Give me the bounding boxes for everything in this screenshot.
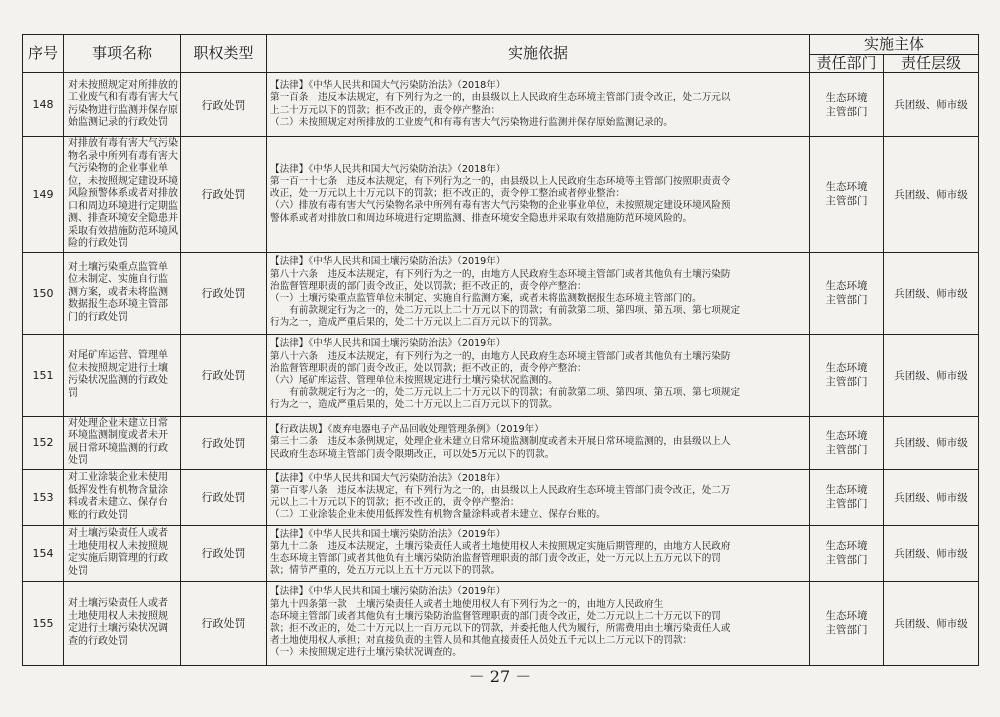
table-row <box>23 334 979 416</box>
responsible-dept <box>810 416 884 469</box>
legal-basis-line: 改正，处一万元以上十万元以下的罚款；拒不改正的，责令停工整治或者停业整治： <box>270 188 625 200</box>
legal-basis-line: （二）工业涂装企业未使用低挥发性有机物含量涂料或者未建立、保存台账的。 <box>270 509 606 521</box>
item-name <box>64 334 181 416</box>
legal-basis <box>267 469 810 525</box>
header-type: 职权类型 <box>181 35 267 73</box>
item-name-line: 口和周边环境进行定期监 <box>68 200 178 212</box>
header-name: 事项名称 <box>64 35 181 73</box>
responsible-dept-line: 主管部门 <box>825 105 868 118</box>
item-name-line: 对排放有毒有害大气污染 <box>68 138 178 149</box>
responsible-dept-line: 生态环境 <box>825 181 868 194</box>
legal-basis-line: 行为之一，造成严重后果的，处二十万元以上二百万元以下的罚款。 <box>270 399 558 411</box>
responsible-level: 兵团级、师市级 <box>884 416 979 469</box>
table-row <box>23 469 979 525</box>
row-number: 149 <box>23 137 64 253</box>
item-name <box>64 137 181 253</box>
item-name-line: 料或者未建立、保存台 <box>68 497 168 508</box>
responsible-dept-line: 主管部门 <box>825 195 868 208</box>
table-row <box>23 416 979 469</box>
item-name <box>64 416 181 469</box>
legal-basis <box>267 525 810 581</box>
item-name-line: 低挥发性有机物含量涂 <box>68 484 168 496</box>
legal-basis-line: （一）土壤污染重点监管单位未制定、实施自行监测方案，或者未将监测数据报生态环境主管部门的。 <box>270 293 702 304</box>
item-name-line: 账的行政处罚 <box>68 509 128 521</box>
item-name-line: 展日常环境监测的行政 <box>68 442 168 454</box>
legal-basis <box>267 416 810 469</box>
legal-basis-line: （六）排放有毒有害大气污染物名录中所列有毒有害大气污染物的企业事业单位，未按照规定建设环境风险预 <box>270 200 731 212</box>
item-name-line: 气污染物的企业事业单 <box>68 163 168 174</box>
item-name-line: 污染物进行监测并保存原 <box>68 104 178 116</box>
legal-basis-line: 民政府生态环境主管部门责令限期改正，可以处5万元以下的罚款。 <box>270 448 555 460</box>
legal-basis-line: 生态环境主管部门或者其他负有土壤污染防治监督管理职责的部门责令改正，处一万元以上五万元以下的罚 <box>270 553 721 564</box>
item-name-line: 对处理企业未建立日常 <box>68 417 168 429</box>
table-row <box>23 525 979 581</box>
legal-basis-line: 第八十六条 违反本法规定，有下列行为之一的，由地方人民政府生态环境主管部门或者其他负有土壤污染防 <box>270 350 731 362</box>
legal-basis-line: 第九十四条第一款 土壤污染责任人或者土地使用权人有下列行为之一的，由地方人民政府生 <box>270 598 664 610</box>
item-name-line: 位，未按照规定建设环境 <box>68 175 178 187</box>
legal-basis <box>267 73 810 137</box>
item-name-line: 查的行政处罚 <box>68 635 128 647</box>
power-type: 行政处罚 <box>181 416 267 469</box>
item-name-line: 污染状况监测的行政处 <box>68 375 168 386</box>
legal-basis-line: 第九十二条 违反本法规定，土壤污染责任人或者土地使用权人未按照规定实施后期管理的，由地方人民政府 <box>270 540 731 552</box>
header-basis: 实施依据 <box>267 35 810 73</box>
row-number: 151 <box>23 334 64 416</box>
responsible-level: 兵团级、师市级 <box>884 581 979 665</box>
legal-basis-line: 态环境主管部门或者其他负有土壤污染防治监督管理职责的部门责令改正，处二万元以上二十万元以下的罚 <box>270 610 721 622</box>
responsible-dept <box>810 581 884 665</box>
legal-basis <box>267 137 810 253</box>
page-number: － 27 － <box>468 667 532 686</box>
legal-basis-line: 有前款规定行为之一的，处二万元以上二十万元以下的罚款；有前款第二项、第四项、第五项、第七项规定 <box>270 305 741 317</box>
responsible-level: 兵团级、师市级 <box>884 137 979 253</box>
item-name-line: 对土壤污染责任人或者 <box>68 528 168 539</box>
legal-basis-line: 第一百一十七条 违反本法规定，有下列行为之一的，由县级以上人民政府生态环境等主管部门按照职责责令 <box>270 175 731 187</box>
responsible-dept-line: 生态环境 <box>825 280 868 292</box>
row-number: 154 <box>23 525 64 581</box>
legal-basis-line: 【法律】《中华人民共和国大气污染防治法》（2018年） <box>270 472 506 484</box>
item-name-line: 物名录中所列有毒有害大 <box>68 150 178 162</box>
item-name-line: 定实施后期管理的行政 <box>68 553 168 564</box>
responsible-level: 兵团级、师市级 <box>884 73 979 137</box>
legal-basis-line: 上二十万元以下的罚款；拒不改正的，责令停产整治： <box>270 104 501 116</box>
power-type: 行政处罚 <box>181 525 267 581</box>
item-name-line: 对土壤污染责任人或者 <box>68 598 168 609</box>
header-no: 序号 <box>23 35 64 73</box>
table-row <box>23 581 979 665</box>
power-type: 行政处罚 <box>181 334 267 416</box>
document-sheet <box>22 34 978 666</box>
legal-basis-line: 元以上二十万元以下的罚款；拒不改正的，责令停产整治： <box>270 497 520 508</box>
legal-basis <box>267 334 810 416</box>
responsible-dept-line: 生态环境 <box>825 362 868 374</box>
table-row <box>23 252 979 334</box>
powers-table <box>22 34 979 666</box>
item-name <box>64 525 181 581</box>
legal-basis <box>267 581 810 665</box>
legal-basis-line: 第八十六条 违反本法规定，有下列行为之一的，由地方人民政府生态环境主管部门或者其他负有土壤污染防 <box>270 268 731 280</box>
item-name-line: 数据报生态环境主管部 <box>68 299 168 311</box>
legal-basis-line: （二）未按照规定对所排放的工业废气和有毒有害大气污染物进行监测并保存原始监测记录的。 <box>270 116 673 128</box>
item-name-line: 工业废气和有毒有害大气 <box>68 92 178 103</box>
power-type: 行政处罚 <box>181 469 267 525</box>
power-type: 行政处罚 <box>181 73 267 137</box>
responsible-dept-line: 主管部门 <box>825 443 868 456</box>
item-name-line: 采取有效措施防范环境风 <box>68 225 178 237</box>
item-name-line: 土地使用权人未按照规 <box>68 610 168 622</box>
responsible-dept-line: 主管部门 <box>825 498 868 510</box>
item-name-line: 风险预警体系或者对排放 <box>68 188 178 199</box>
header-subject: 实施主体 <box>810 35 979 55</box>
item-name-line: 门的行政处罚 <box>68 311 128 323</box>
responsible-dept <box>810 525 884 581</box>
item-name-line: 罚 <box>68 387 78 399</box>
legal-basis-line: （一）未按照规定进行土壤污染状况调查的。 <box>270 647 462 659</box>
responsible-level: 兵团级、师市级 <box>884 252 979 334</box>
item-name-line: 位未按照规定进行土壤 <box>68 362 168 374</box>
responsible-dept-line: 主管部门 <box>825 376 868 388</box>
legal-basis-line: 警体系或者对排放口和周边环境进行定期监测、排查环境安全隐患并采取有效措施防范环境风险的。 <box>270 212 693 224</box>
responsible-dept-line: 主管部门 <box>825 624 868 636</box>
responsible-dept-line: 生态环境 <box>825 91 868 104</box>
item-name-line: 对未按照规定对所排放的 <box>68 79 178 91</box>
item-name-line: 位未制定、实施自行监 <box>68 274 168 286</box>
legal-basis-line: 【法律】《中华人民共和国土壤污染防治法》（2019年） <box>270 586 506 598</box>
responsible-dept-line: 生态环境 <box>825 610 868 622</box>
legal-basis-line: 第一百零八条 违反本法规定，有下列行为之一的，由县级以上人民政府生态环境主管部门责令改正，处二万 <box>270 484 731 496</box>
responsible-level: 兵团级、师市级 <box>884 469 979 525</box>
legal-basis-line: （六）尾矿库运营、管理单位未按照规定进行土壤污染状况监测的。 <box>270 375 558 386</box>
item-name-line: 险的行政处罚 <box>68 238 128 249</box>
responsible-dept-line: 生态环境 <box>825 429 868 442</box>
legal-basis-line: 者土地使用权人承担；对直接负责的主管人员和其他直接责任人员处五千元以上二万元以下的罚款： <box>270 635 693 647</box>
power-type: 行政处罚 <box>181 137 267 253</box>
item-name-line: 处罚 <box>68 455 88 466</box>
table-row <box>23 73 979 137</box>
row-number: 153 <box>23 469 64 525</box>
responsible-dept-line: 主管部门 <box>825 294 868 306</box>
responsible-dept-line: 生态环境 <box>825 484 868 496</box>
responsible-dept-line: 生态环境 <box>825 540 868 552</box>
item-name-line: 测方案，或者未将监测 <box>68 286 168 298</box>
responsible-dept <box>810 137 884 253</box>
responsible-dept <box>810 252 884 334</box>
power-type: 行政处罚 <box>181 581 267 665</box>
legal-basis-line: 治监督管理职责的部门责令改正，处以罚款；拒不改正的，责令停产整治： <box>270 362 587 374</box>
legal-basis-line: 治监督管理职责的部门责令改正，处以罚款；拒不改正的，责令停产整治： <box>270 280 587 292</box>
legal-basis-line: 款；情节严重的，处五万元以上五十万元以下的罚款。 <box>270 565 501 577</box>
legal-basis <box>267 252 810 334</box>
item-name <box>64 252 181 334</box>
legal-basis-line: 第一百条 违反本法规定，有下列行为之一的，由县级以上人民政府生态环境主管部门责令改正，处二万元以 <box>270 92 731 104</box>
item-name-line: 土地使用权人未按照规 <box>68 540 168 552</box>
responsible-dept-line: 主管部门 <box>825 554 868 566</box>
responsible-dept <box>810 73 884 137</box>
item-name-line: 始监测记录的行政处罚 <box>68 117 168 128</box>
responsible-level: 兵团级、师市级 <box>884 334 979 416</box>
item-name <box>64 469 181 525</box>
legal-basis-line: 【法律】《中华人民共和国土壤污染防治法》（2019年） <box>270 528 506 540</box>
row-number: 155 <box>23 581 64 665</box>
header-dept: 责任部门 <box>810 55 884 73</box>
item-name-line: 对工业涂装企业未使用 <box>68 472 168 483</box>
item-name <box>64 73 181 137</box>
header-level: 责任层级 <box>884 55 979 73</box>
legal-basis-line: 【法律】《中华人民共和国土壤污染防治法》（2019年） <box>270 338 506 350</box>
legal-basis-line: 【行政法规】《废弃电器电子产品回收处理管理条例》（2019年） <box>270 424 544 436</box>
item-name-line: 测、排查环境安全隐患并 <box>68 213 178 224</box>
legal-basis-line: 有前款规定行为之一的，处二万元以上二十万元以下的罚款；有前款第二项、第四项、第五项、第七项规定 <box>270 387 741 399</box>
responsible-dept <box>810 334 884 416</box>
row-number: 150 <box>23 252 64 334</box>
row-number: 152 <box>23 416 64 469</box>
item-name-line: 定进行土壤污染状况调 <box>68 623 168 634</box>
legal-basis-line: 第三十二条 违反本条例规定，处理企业未建立日常环境监测制度或者未开展日常环境监测的，由县级以上人 <box>270 436 731 448</box>
legal-basis-line: 行为之一，造成严重后果的，处二十万元以上二百万元以下的罚款。 <box>270 317 558 329</box>
item-name <box>64 581 181 665</box>
item-name-line: 对尾矿库运营、管理单 <box>68 350 168 361</box>
legal-basis-line: 款；拒不改正的，处二十万元以上一百万元以下的罚款，并委托他人代为履行，所需费用由土壤污染责任人或 <box>270 623 731 634</box>
responsible-level: 兵团级、师市级 <box>884 525 979 581</box>
table-row <box>23 137 979 253</box>
legal-basis-line: 【法律】《中华人民共和国大气污染防治法》（2018年） <box>270 163 506 175</box>
item-name-line: 处罚 <box>68 565 88 577</box>
legal-basis-line: 【法律】《中华人民共和国土壤污染防治法》（2019年） <box>270 256 506 268</box>
responsible-dept <box>810 469 884 525</box>
table-body <box>23 73 979 666</box>
legal-basis-line: 【法律】《中华人民共和国大气污染防治法》（2018年） <box>270 80 506 92</box>
item-name-line: 对土壤污染重点监管单 <box>68 261 168 273</box>
power-type: 行政处罚 <box>181 252 267 334</box>
item-name-line: 环境监测制度或者未开 <box>68 430 168 441</box>
row-number: 148 <box>23 73 64 137</box>
